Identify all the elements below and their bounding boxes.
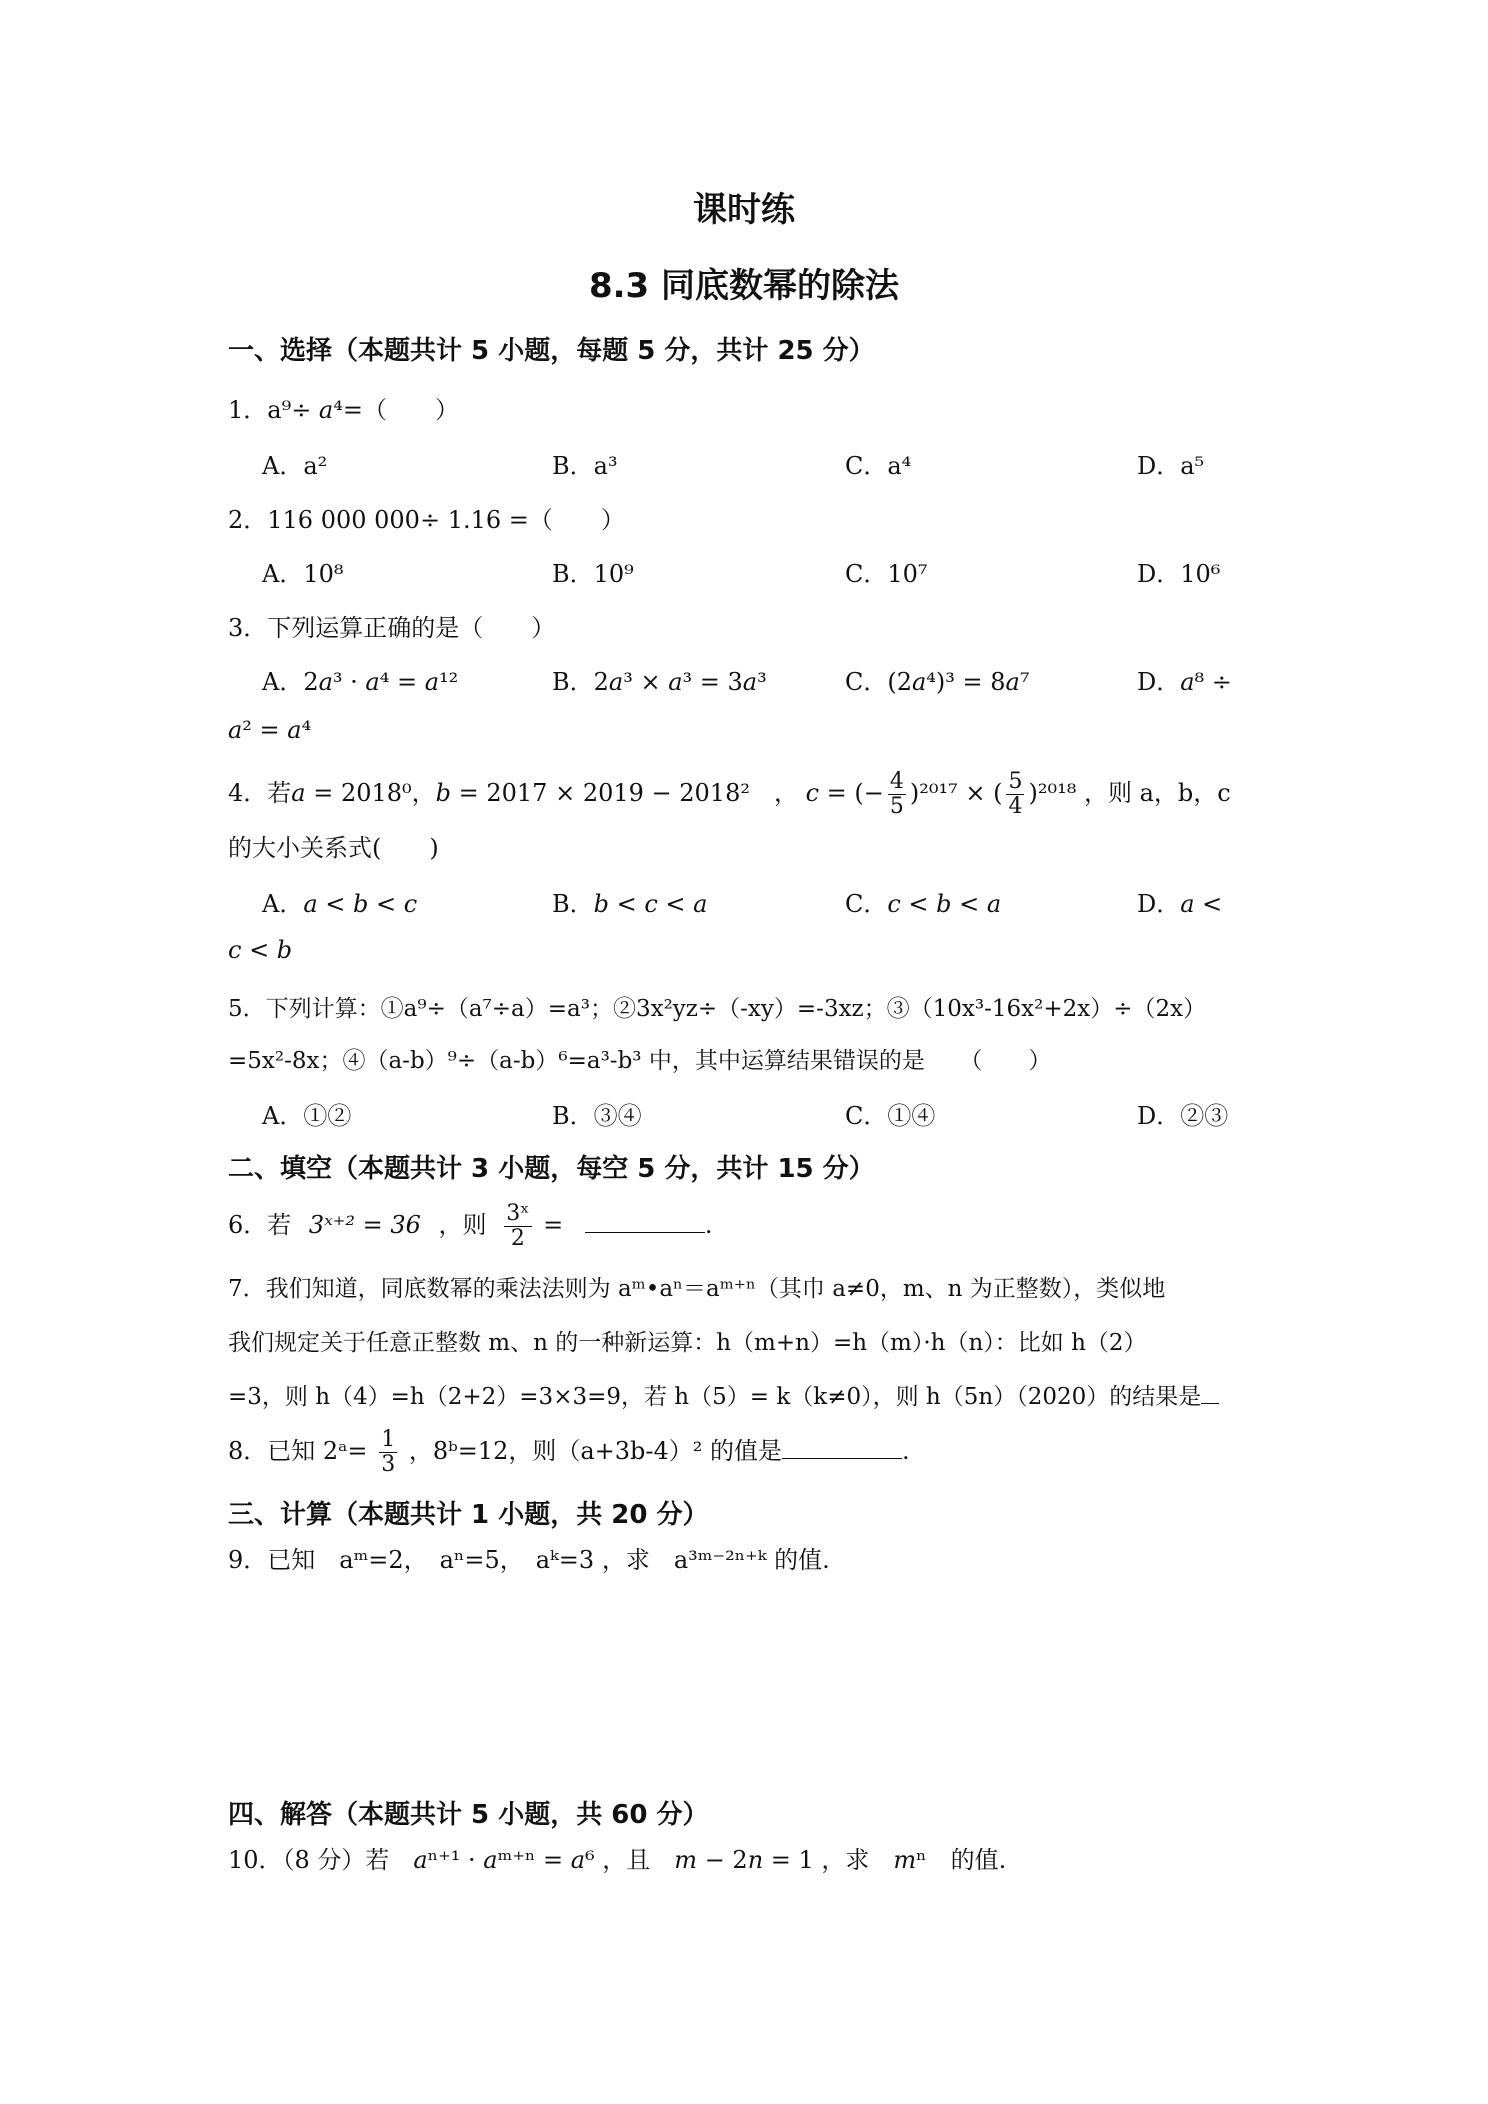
q8-prefix: 8．已知 2ᵃ= xyxy=(228,1437,368,1465)
q8-fraction xyxy=(379,1428,397,1477)
q3-option-c: C．(2𝑎⁴)³ = 8𝑎⁷ xyxy=(845,668,1030,696)
q2-option-d: D．10⁶ xyxy=(1137,560,1221,588)
q6-prefix: 6．若 xyxy=(228,1211,292,1239)
q6-then: ，则 xyxy=(438,1211,487,1239)
q2-option-b: B．10⁹ xyxy=(552,560,634,588)
q8-frac-numerator: 1 xyxy=(381,1427,396,1452)
q4-option-b: B．𝑏 < 𝑐 < 𝑎 xyxy=(552,890,708,918)
q1-option-c: C．a⁴ xyxy=(845,452,912,480)
q4-option-d-wrap: 𝑐 < 𝑏 xyxy=(228,936,293,964)
lesson-title: 8.3 同底数幂的除法 xyxy=(588,266,900,306)
question-7-line1: 7．我们知道，同底数幂的乘法法则为 aᵐ•aⁿ＝aᵐ⁺ⁿ（其巾 a≠0，m、n 为正整数），类似地 xyxy=(228,1276,1166,1302)
question-4-stem xyxy=(228,770,1231,819)
q4-stem-a: 4．若𝑎 = 2018⁰，𝑏 = 2017 × 2019 − 2018² ， xyxy=(228,779,798,807)
q6-fraction xyxy=(504,1202,531,1251)
q5-option-c: C．①④ xyxy=(845,1102,936,1130)
q6-equals: = xyxy=(543,1211,564,1239)
q7-line3-text: =3，则 h（4）=h（2+2）=3×3=9，若 h（5）= k（k≠0），则 h（5n）（2020）的结果是 xyxy=(228,1384,1202,1410)
q4-frac1-numerator: 4 xyxy=(889,769,904,794)
q4-fraction-2 xyxy=(1006,770,1024,819)
question-7-line3 xyxy=(228,1378,1219,1411)
q3-option-a: A．2𝑎³ · 𝑎⁴ = 𝑎¹² xyxy=(262,668,459,696)
q8-middle: ，8ᵇ=12，则（a+3b-4）² 的值是 xyxy=(408,1437,783,1465)
q6-frac-denominator: 2 xyxy=(510,1226,525,1251)
q4-option-a: A．𝑎 < 𝑏 < 𝑐 xyxy=(262,890,418,918)
q4-stem-c2: )²⁰¹⁷ × ( xyxy=(909,779,1003,807)
q2-option-c: C．10⁷ xyxy=(845,560,928,588)
q4-option-c: C．𝑐 < 𝑏 < 𝑎 xyxy=(845,890,1002,918)
section-heading-fill: 二、填空（本题共计 3 小题，每空 5 分，共计 15 分） xyxy=(228,1154,875,1184)
q6-frac-numerator: 3ˣ xyxy=(506,1201,530,1226)
question-2-stem: 2．116 000 000÷ 1.16 =（ ） xyxy=(228,506,625,534)
q4-frac1-denominator: 5 xyxy=(889,794,904,819)
q3-option-b: B．2𝑎³ × 𝑎³ = 3𝑎³ xyxy=(552,668,767,696)
q6-period: . xyxy=(704,1211,713,1239)
q4-stem-c1: 𝑐 = (− xyxy=(805,779,884,807)
q5-option-d: D．②③ xyxy=(1137,1102,1229,1130)
q1-option-d: D．a⁵ xyxy=(1137,452,1205,480)
question-9-stem: 9．已知 aᵐ=2， aⁿ=5， aᵏ=3 ，求 a³ᵐ⁻²ⁿ⁺ᵏ 的值. xyxy=(228,1546,830,1574)
section-heading-choice: 一、选择（本题共计 5 小题，每题 5 分，共计 25 分） xyxy=(228,336,875,366)
q7-answer-blank[interactable] xyxy=(1201,1383,1219,1404)
question-3-stem: 3．下列运算正确的是（ ） xyxy=(228,614,556,642)
q4-frac2-numerator: 5 xyxy=(1008,769,1023,794)
q6-answer-blank[interactable] xyxy=(585,1212,705,1233)
q8-answer-blank[interactable] xyxy=(782,1438,902,1459)
question-1-stem: 1．a⁹÷ 𝑎⁴=（ ） xyxy=(228,396,459,424)
q1-option-b: B．a³ xyxy=(552,452,618,480)
q3-option-d-wrap: 𝑎² = 𝑎⁴ xyxy=(228,716,312,744)
q5-option-b: B．③④ xyxy=(552,1102,642,1130)
q5-option-a: A．①② xyxy=(262,1102,352,1130)
q2-option-a: A．10⁸ xyxy=(262,560,344,588)
q4-option-d: D．𝑎 < xyxy=(1137,890,1223,918)
question-8 xyxy=(228,1428,910,1477)
question-7-line2: 我们规定关于任意正整数 m、n 的一种新运算：h（m+n）=h（m）·h（n）：比如 h（2） xyxy=(228,1330,1147,1356)
q8-frac-denominator: 3 xyxy=(381,1452,396,1477)
q6-expression: 3ˣ⁺² = 36 xyxy=(308,1211,421,1239)
question-10-stem: 10．（8 分）若 𝑎ⁿ⁺¹ · 𝑎ᵐ⁺ⁿ = 𝑎⁶ ，且 𝑚 − 2𝑛 = 1 ，求 𝑚ⁿ 的值. xyxy=(228,1846,1007,1874)
q4-fraction-1 xyxy=(888,770,906,819)
q4-frac2-denominator: 4 xyxy=(1008,794,1023,819)
q4-stem-line2: 的大小关系式( ) xyxy=(228,834,439,862)
section-heading-solve: 四、解答（本题共计 5 小题，共 60 分） xyxy=(228,1800,709,1830)
q3-option-d: D．𝑎⁸ ÷ xyxy=(1137,668,1232,696)
q1-option-a: A．a² xyxy=(262,452,328,480)
page-title: 课时练 xyxy=(693,190,795,230)
q4-stem-c3: )²⁰¹⁸ ，则 a，b，c xyxy=(1028,779,1231,807)
section-heading-compute: 三、计算（本题共计 1 小题，共 20 分） xyxy=(228,1500,709,1530)
question-6 xyxy=(228,1202,713,1251)
question-5-line2: =5x²-8x；④（a-b）⁹÷（a-b）⁶=a³-b³ 中，其中运算结果错误的是 （ ） xyxy=(228,1048,1052,1074)
question-5-line1: 5．下列计算：①a⁹÷（a⁷÷a）=a³；②3x²yz÷（-xy）=-3xz；③（10x³-16x²+2x）÷（2x） xyxy=(228,996,1207,1022)
q8-period: . xyxy=(902,1437,910,1465)
